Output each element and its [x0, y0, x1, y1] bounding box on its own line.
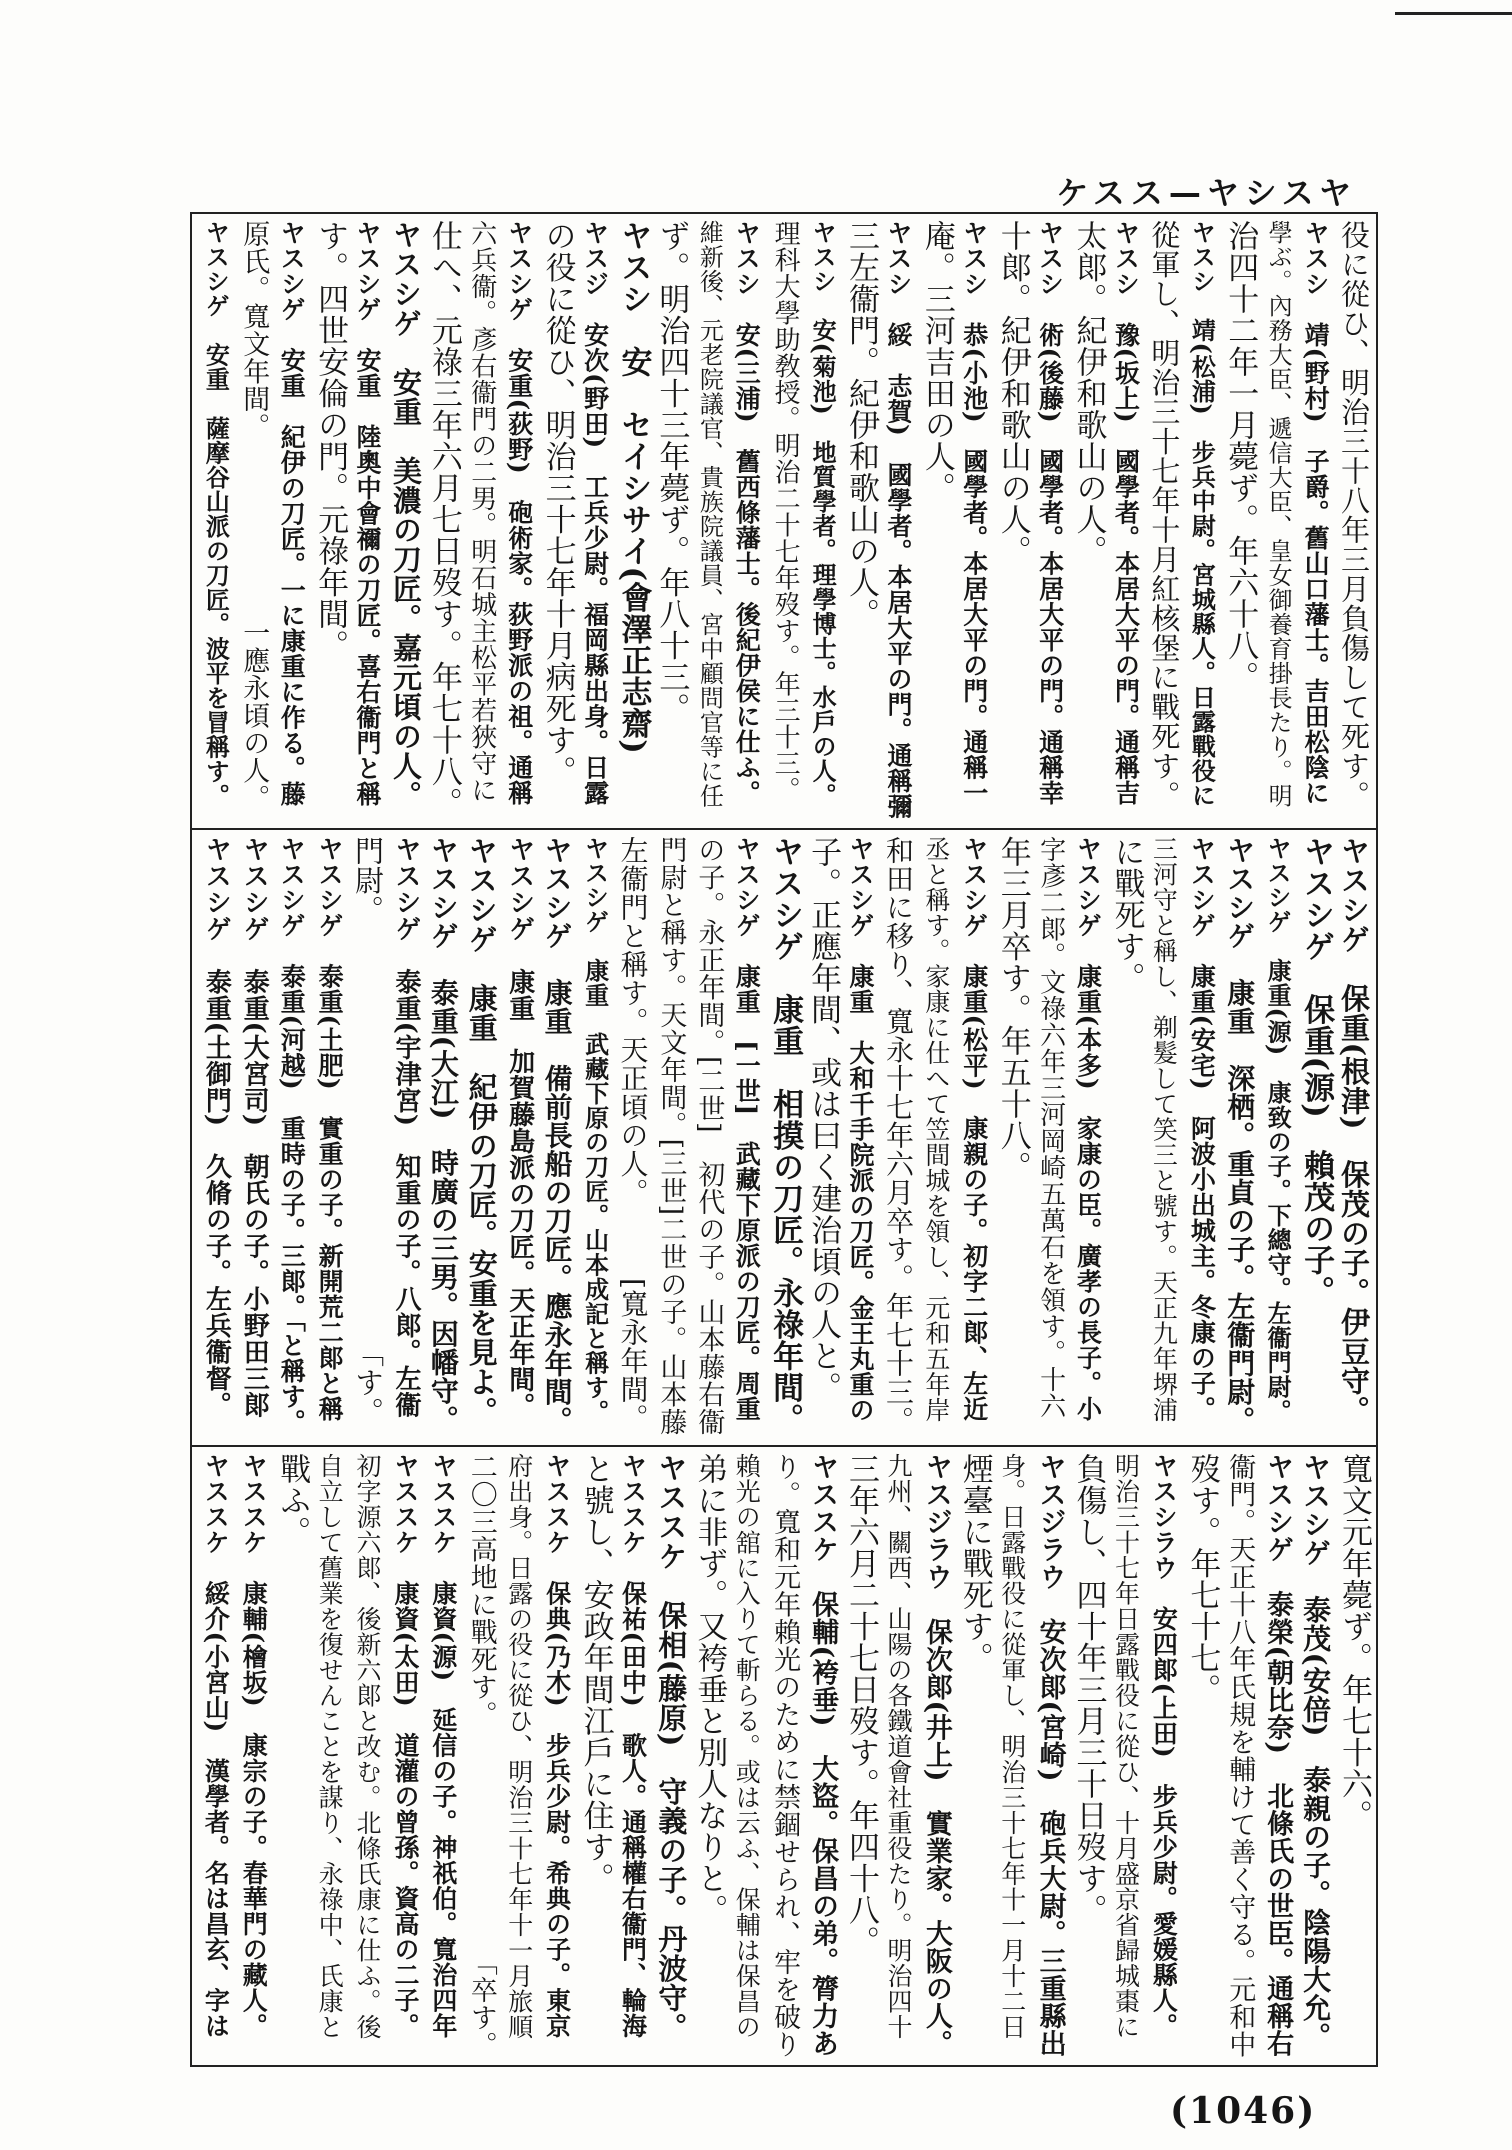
dictionary-entry-line: 丞と稱す。家康に仕へて笠間城を領し、元和五年岸 — [921, 836, 951, 1423]
dictionary-entry-head: ヤススケ 綏介(小宮山) 漢學者。名は昌玄、字は — [201, 1453, 231, 2039]
dictionary-entry-head: ヤスジラウ 安次郞(宮崎) 砲兵大尉。三重縣出 — [1034, 1453, 1066, 2058]
dictionary-entry-line: 從軍し、明治三十七年十月紅核堡に戰死す。 — [1147, 220, 1182, 810]
band-separator-2 — [190, 1445, 1378, 1447]
entry-band-middle — [196, 836, 1372, 1437]
dictionary-entry-head: ヤスシ 安(三浦) 舊西條藩士。後紀伊侯に仕ふ。 — [732, 220, 762, 806]
dictionary-entry-line: す。四世安倫の門。元祿年間。 — [312, 220, 349, 661]
dictionary-entry-head: ヤスシ 恭(小池) 國學者。本居大平の門。通稱一 — [959, 220, 989, 806]
dictionary-entry-head: ヤスシ 安 セイシサイ(會澤正志齋) — [615, 220, 652, 755]
dictionary-entry-head: ヤスシゲ 泰重(宇津宮) 知重の子。八郞。左衞 — [390, 836, 421, 1419]
dictionary-entry-head: ヤスシゲ 康重 [一世] 武藏下原派の刀匠。周重 — [732, 836, 762, 1422]
dictionary-entry-line: 太郞。紀伊和歌山の人。 — [1070, 220, 1107, 567]
dictionary-entry-head: ヤススケ 康資(太田) 道灌の曾孫。資高の二子。 — [390, 1453, 420, 2039]
entry-band-bottom — [196, 1453, 1372, 2059]
dictionary-entry-line: 寬文元年薨ず。年七十六。 — [1336, 1453, 1372, 1831]
dictionary-entry-line: 仕へ、元祿三年六月七日歿す。年七十八。 — [425, 220, 462, 819]
dictionary-entry-head: ヤスシゲ 康重(源) 康致の子。下總守。左衞門尉。 — [1263, 836, 1293, 1424]
dictionary-entry-head: ヤスシゲ 康重 相摸の刀匠。永祿年間。 — [767, 836, 804, 1435]
dictionary-entry-head: ヤスジラウ 保次郞(井上) 實業家。大阪の人。 — [920, 1453, 952, 2058]
dictionary-entry-head: ヤスシゲ 康重(安宅) 阿波小出城主。冬康の子。 — [1187, 836, 1217, 1422]
dictionary-entry-line: 理科大學助敎授。明治二十七年歿す。年三十三。 — [770, 220, 801, 803]
dictionary-entry-head: ヤスシゲ 安重(荻野) 砲術家。荻野派の祖。通稱 — [504, 220, 534, 806]
dictionary-entry-head: ヤススケ 保相(藤原) 守義の子。丹波守。 — [654, 1453, 689, 2042]
dictionary-entry-head: ヤスシ 靖(野村) 子爵。舊山口藩士。吉田松陰に — [1301, 220, 1331, 806]
dictionary-entry-head: ヤスシゲ 康重 備前長船の刀匠。應永年間。 — [540, 836, 574, 1435]
dictionary-entry-head: ヤスシラウ 安四郞(上田) 步兵少尉。愛媛縣人。 — [1149, 1453, 1179, 2039]
dictionary-entry-head: ヤススケ 保輔(袴垂) 大盜。保昌の弟。膂力あ — [807, 1453, 839, 2058]
dictionary-entry-head: ヤスシゲ 康重 紀伊の刀匠。安重を見よ。 — [464, 836, 499, 1426]
dictionary-entry-line: 歿す。年七十七。 — [1184, 1453, 1221, 1705]
dictionary-entry-line: 煙臺に戰死す。 — [956, 1453, 993, 1674]
page-number: (1046) — [1170, 2090, 1317, 2132]
dictionary-entry-line: 三年六月二十七日歿す。年四十八。 — [843, 1453, 880, 1957]
dictionary-entry-line: 字彥二郞。文祿六年三河岡崎五萬石を領す。十六 — [1035, 836, 1066, 1419]
dictionary-entry-line: 府出身。日露の役に從ひ、明治三十七年十一月旅順 — [504, 1453, 534, 2040]
dictionary-entry-head: ヤススケ 康資(源) 延信の子。神祇伯。寬治四年 — [428, 1453, 458, 2039]
dictionary-entry-head: ヤスシ 安(菊池) 地質學者。理學博士。水戶の人。 — [808, 220, 838, 808]
running-head: ケスス—ヤシスヤ — [1056, 174, 1357, 212]
dictionary-entry-head: ヤスシゲ 泰重(大江) 時廣の三男。因幡守。 — [426, 836, 460, 1434]
dictionary-entry-head: ヤスシゲ 康重 大和千手院派の刀匠。金王丸重の — [846, 836, 876, 1423]
top-edge-rule — [1395, 12, 1512, 15]
dictionary-entry-line: 學ぶ。內務大臣、遞信大臣、皇女御養育掛長たり。明 — [1264, 220, 1293, 808]
dictionary-entry-head: ヤススケ 保祐(田中) 歌人。通稱權右衞門、輪海 — [618, 1453, 648, 2039]
dictionary-entry-line: 三河守と稱し、剃髮して笑三と號す。天正九年堺浦 — [1149, 836, 1179, 1423]
dictionary-entry-head: ヤスシゲ 泰重(河越) 重時の子。三郞。「と稱す。 — [277, 836, 307, 1435]
dictionary-entry-line: 原氏。寬文年間。 一應永頃の人。 — [238, 220, 270, 812]
dictionary-entry-head: ヤスシ 靖(松浦) 步兵中尉。宮城縣人。日露戰役に — [1187, 220, 1217, 808]
dictionary-entry-line: の役に從ひ、明治三十七年十月病死す。 — [539, 220, 576, 787]
dictionary-entry-head: ヤスシゲ 泰重(土御門) 久脩の子。左兵衞督。 — [201, 836, 232, 1419]
dictionary-entry-head: ヤスシゲ 安重 美濃の刀匠。嘉元頃の人。 — [388, 220, 423, 810]
dictionary-entry-head: ヤスシゲ 康重 武藏下原の刀匠。山本成記と稱す。 — [580, 836, 610, 1424]
dictionary-entry-line: 初字源六郞、後新六郞と改む。北條氏康に仕ふ。後 — [353, 1453, 383, 2040]
dictionary-entry-line: 維新後、元老院議官、貴族院議員、宮中顧問官等に任 — [695, 220, 724, 808]
dictionary-entry-head: ヤスシゲ 康重(本多) 家康の臣。廣孝の長子。小 — [1073, 836, 1103, 1422]
dictionary-entry-head: ヤスシゲ 泰榮(朝比奈) 北條氏の世臣。通稱右 — [1262, 1453, 1294, 2058]
dictionary-entry-line: 治四十二年一月薨ず。年六十八。 — [1222, 220, 1259, 693]
dictionary-entry-line: 自立して舊業を復せんことを謀り、永祿中、氏康と — [315, 1453, 345, 2040]
dictionary-entry-head: ヤスシゲ 保重(源) 賴茂の子。 — [1298, 836, 1335, 1308]
dictionary-entry-head: ヤスシゲ 康重(松平) 康親の子。初字二郞、左近 — [959, 836, 989, 1422]
dictionary-entry-head: ヤスシ 術(後藤) 國學者。本居大平の門。通稱幸 — [1035, 220, 1065, 806]
dictionary-entry-line: に戰死す。 — [1108, 836, 1145, 994]
dictionary-entry-head: ヤスジ 安次(野田) 工兵少尉。福岡縣出身。日露 — [580, 220, 610, 806]
dictionary-entry-line: ず。明治四十三年薨ず。年八十三。 — [653, 220, 690, 724]
dictionary-entry-line: 明治三十七年日露戰役に從ひ、十月盛京省歸城棗に — [1111, 1453, 1141, 2040]
dictionary-entry-line: 弟に非ず。又袴垂と別人なりと。 — [691, 1453, 728, 1926]
dictionary-entry-head: ヤススケ 康輔(檜坂) 康宗の子。春華門の藏人。 — [239, 1453, 269, 2039]
dictionary-entry-line: 子。正應年間、或は曰く建治頃の人と。 — [805, 836, 842, 1403]
dictionary-entry-line: 十郞。紀伊和歌山の人。 — [994, 220, 1031, 567]
dictionary-entry-head: ヤスシゲ 泰重(大宮司) 朝氏の子。小野田三郞 — [239, 836, 270, 1419]
dictionary-entry-line: 身。日露戰役に從軍し、明治三十七年十一月十二日 — [997, 1453, 1027, 2040]
dictionary-entry-head: ヤスシゲ 安重 紀伊の刀匠。一に康重に作る。藤 — [277, 220, 307, 807]
dictionary-entry-line: 和田に移り、寬永十七年六月卒す。年七十三。 — [881, 836, 915, 1435]
dictionary-entry-line: の子。永正年間。[二世] 初代の子。山本藤右衞 — [693, 836, 725, 1436]
dictionary-entry-head: ヤスシゲ 泰重(土肥) 實重の子。新開荒二郞と稱 — [315, 836, 345, 1422]
dictionary-entry-line: 門尉と稱す。天文年間。[三世]二世の子。山本藤 — [655, 836, 687, 1436]
dictionary-entry-line: 九州、關西、山陽の各鐵道會社重役たり。明治四十 — [883, 1453, 913, 2040]
dictionary-entry-line: 門尉。 「す。 — [351, 836, 386, 1427]
dictionary-entry-head: ヤスシゲ 康重 深栖。重貞の子。左衞門尉。 — [1223, 836, 1257, 1435]
dictionary-entry-head: ヤススケ 保典(乃木) 步兵少尉。希典の子。東京 — [542, 1453, 572, 2039]
dictionary-entry-line: 三左衞門。紀伊和歌山の人。 — [843, 220, 880, 630]
dictionary-entry-line: り。寬和元年賴光のために禁錮せられ、牢を破り — [769, 1453, 801, 2058]
dictionary-entry-head: ヤスシゲ 保重(根津) 保茂の子。伊豆守。 — [1337, 836, 1371, 1425]
dictionary-entry-line: 負傷し、四十年三月三十日歿す。 — [1070, 1453, 1107, 1926]
dictionary-entry-head: ヤスシゲ 安重 薩摩谷山派の刀匠。波平を冒稱す。 — [201, 220, 231, 808]
dictionary-entry-head: ヤスシ 豫(坂上) 國學者。本居大平の門。通稱吉 — [1111, 220, 1141, 806]
dictionary-entry-line: と號し、安政年間江戶に住す。 — [577, 1453, 614, 1894]
dictionary-entry-line: 庵。三河吉田の人。 — [918, 220, 955, 504]
band-separator-1 — [190, 828, 1378, 830]
dictionary-entry-line: 衞門。天正十八年氏規を輔けて善く守る。元和中 — [1224, 1453, 1256, 2058]
dictionary-entry-line: 二〇三高地に戰死す。 「卒す。 — [465, 1453, 497, 2059]
dictionary-entry-line: 役に從ひ、明治三十八年三月負傷して死す。 — [1337, 220, 1371, 810]
dictionary-entry-line: 賴光の舘に入りて斬らる。或は云ふ、保輔は保昌の — [732, 1453, 762, 2040]
dictionary-entry-line: 年三月卒す。年五十八。 — [994, 836, 1031, 1183]
entry-band-top — [196, 220, 1372, 820]
dictionary-entry-line: 左衞門と稱す。天正頃の人。 [寬永年間。 — [616, 836, 650, 1432]
dictionary-entry-head: ヤスシゲ 安重 陸奧中會禰の刀匠。喜右衞門と稱 — [353, 220, 383, 807]
dictionary-entry-line: 六兵衞。彥右衞門の二男。明石城主松平若狹守に — [466, 220, 497, 803]
dictionary-entry-head: ヤスシゲ 泰茂(安倍) 泰親の子。陰陽大允。 — [1299, 1453, 1333, 2051]
dictionary-entry-line: 戰ふ。 — [274, 1453, 311, 1548]
dictionary-entry-head: ヤスシゲ 康重 加賀藤島派の刀匠。天正年間。 — [504, 836, 535, 1419]
dictionary-entry-head: ヤスシ 綏 志賀) 國學者。本居大平の門。通稱彌 — [883, 220, 913, 819]
